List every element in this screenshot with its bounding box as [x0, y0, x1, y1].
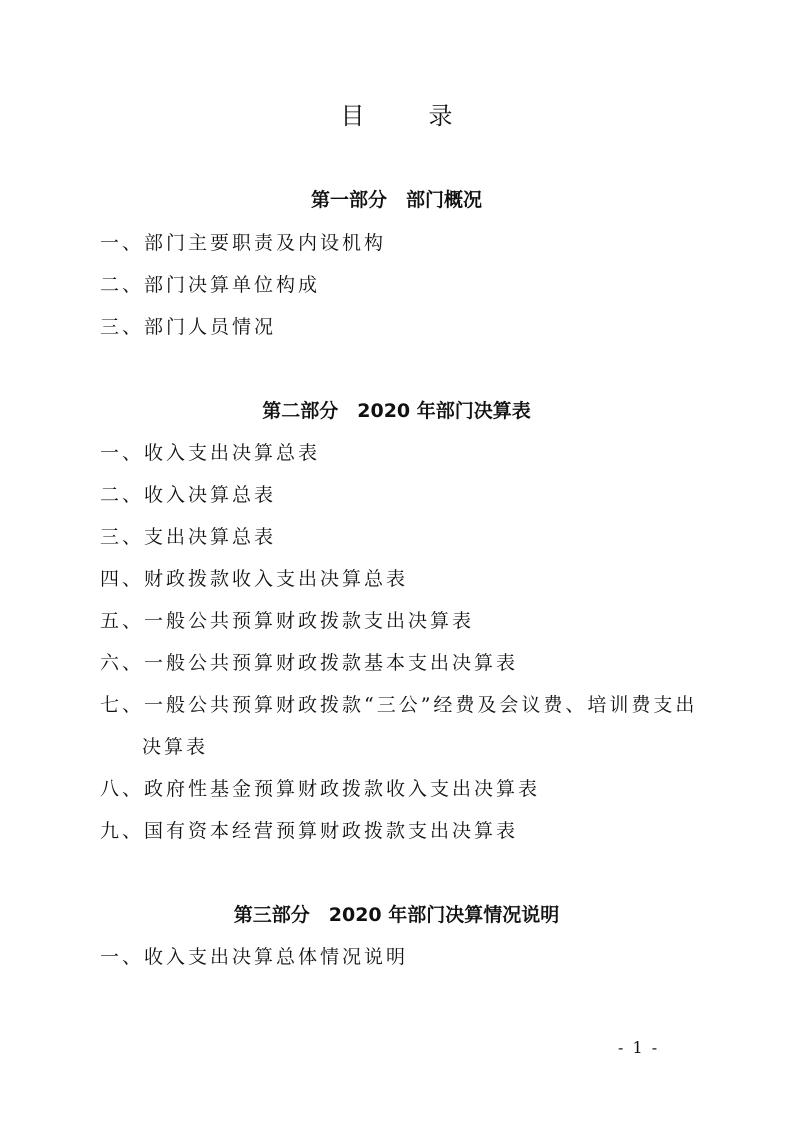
toc-item: 三、支出决算总表	[100, 526, 277, 548]
toc-item: 八、政府性基金预算财政拨款收入支出决算表	[100, 778, 541, 800]
toc-item: 一、收入支出决算总表	[100, 442, 321, 464]
part1-heading: 第一部分 部门概况	[310, 189, 482, 211]
toc-item-continuation: 决算表	[142, 736, 209, 758]
toc-item: 三、部门人员情况	[100, 316, 277, 338]
toc-item: 五、一般公共预算财政拨款支出决算表	[100, 610, 475, 632]
part3-heading: 第三部分 2020 年部门决算情况说明	[233, 904, 560, 926]
part2-heading: 第二部分 2020 年部门决算表	[262, 400, 531, 422]
toc-item: 六、一般公共预算财政拨款基本支出决算表	[100, 652, 519, 674]
toc-item: 七、一般公共预算财政拨款“三公”经费及会议费、培训费支出	[100, 694, 698, 716]
toc-item: 四、财政拨款收入支出决算总表	[100, 568, 409, 590]
toc-item: 二、收入决算总表	[100, 484, 277, 506]
document-title: 目 录	[340, 102, 473, 130]
toc-item: 二、部门决算单位构成	[100, 274, 321, 296]
page-number: - 1 -	[618, 1038, 660, 1057]
toc-item: 一、收入支出决算总体情况说明	[100, 946, 409, 968]
toc-item: 九、国有资本经营预算财政拨款支出决算表	[100, 820, 519, 842]
toc-item: 一、部门主要职责及内设机构	[100, 232, 387, 254]
